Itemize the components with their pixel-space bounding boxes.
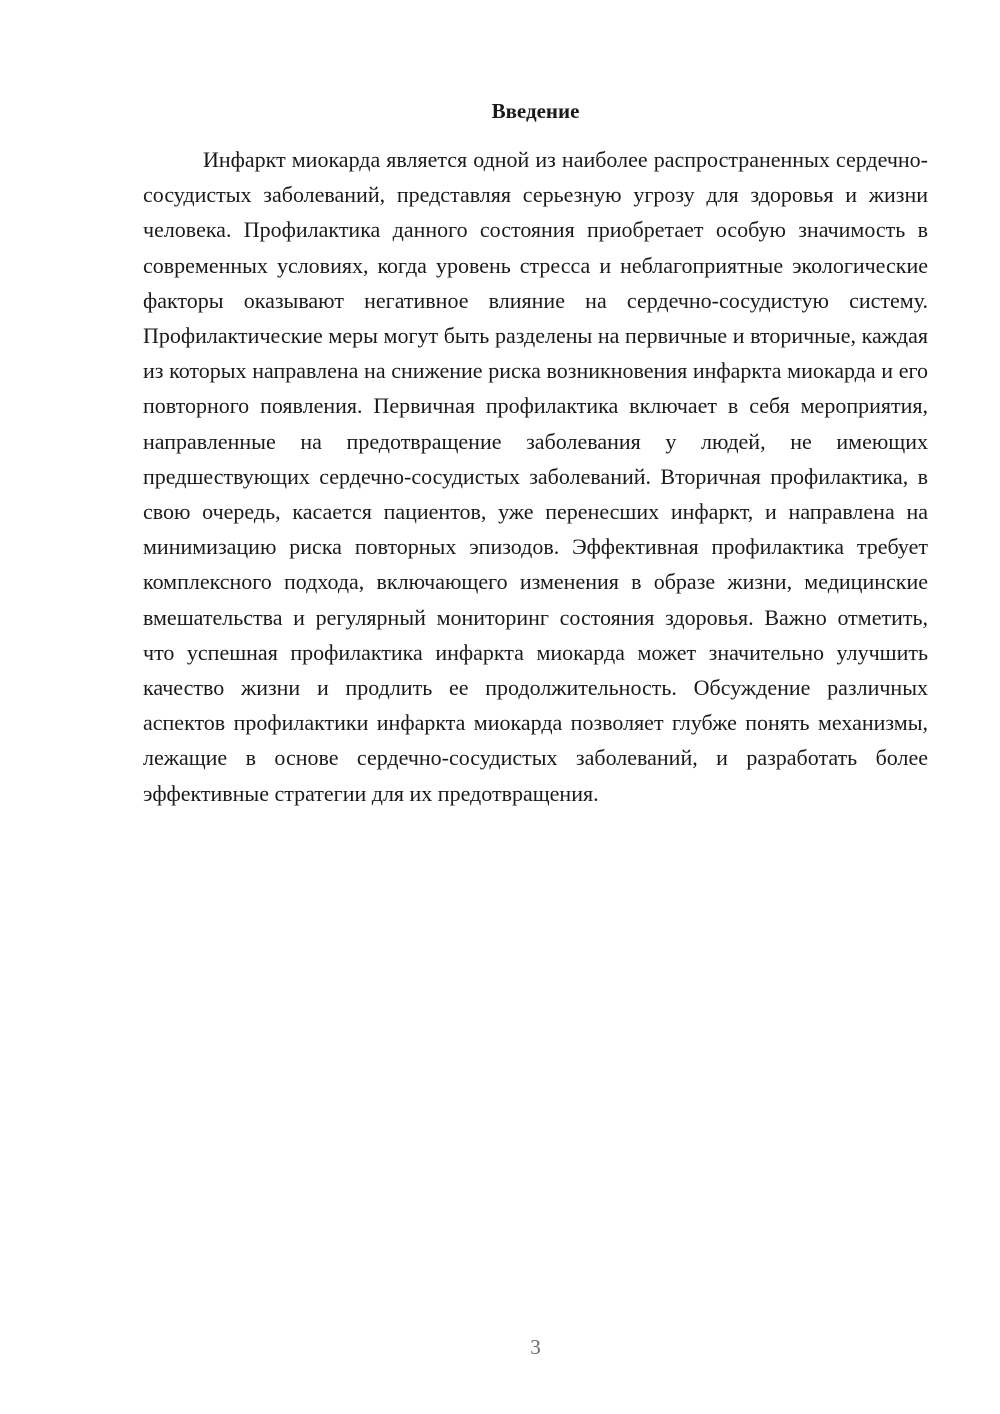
body-paragraph: Инфаркт миокарда является одной из наиболее распространенных сердечно-сосудистых заболеваний, представляя серьезную угрозу для здоровья и жизни человека. Профилактика данного состояния приобретает особую значимость в современных условиях, когда уровень стресса и неблагоприятные экологические факторы оказывают негативное влияние на сердечно-сосудистую систему. Профилактические меры могут быть разделены на первичные и вторичные, каждая из которых направлена на снижение риска возникновения инфаркта миокарда и его повторного появления. Первичная профилактика включает в себя мероприятия, направленные на предотвращение заболевания у людей, не имеющих предшествующих сердечно-сосудистых заболеваний. Вторичная профилактика, в свою очередь, касается пациентов, уже перенесших инфаркт, и направлена на минимизацию риска повторных эпизодов. Эффективная профилактика требует комплексного подхода, включающего изменения в образе жизни, медицинские вмешательства и регулярный мониторинг состояния здоровья. Важно отметить, что успешная профилактика инфаркта миокарда может значительно улучшить качество жизни и продлить ее продолжительность. Обсуждение различных аспектов профилактики инфаркта миокарда позволяет глубже понять механизмы, лежащие в основе сердечно-сосудистых заболеваний, и разработать более эффективные стратегии для их предотвращения.	[143, 147, 928, 806]
page-number: 3	[530, 1335, 541, 1359]
section-heading: Введение	[491, 99, 580, 123]
